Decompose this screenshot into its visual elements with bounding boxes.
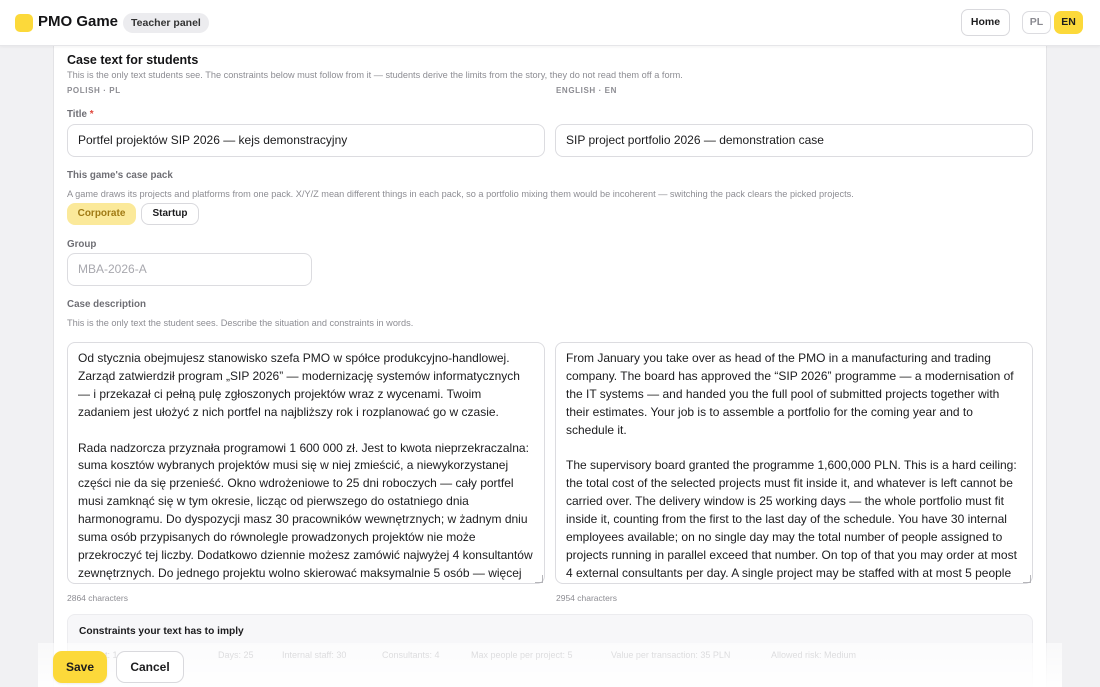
teacher-panel-badge: Teacher panel xyxy=(123,13,209,33)
top-bar xyxy=(0,0,1100,46)
case-description-label: Case description xyxy=(67,299,146,310)
resize-handle-icon[interactable] xyxy=(535,575,543,583)
group-input[interactable]: MBA-2026-A xyxy=(67,253,312,286)
logo-icon xyxy=(15,14,33,32)
case-text-hint: This is the only text students see. The constraints below must follow from it — students derive the limits from the story, they do not read them off a form. xyxy=(67,70,683,80)
group-label: Group xyxy=(67,239,97,250)
description-textarea-en[interactable]: From January you take over as head of the PMO in a manufacturing and trading company. The board has approved the “SIP 2026” programme — a modernisation of the IT systems — and handed you the full pool of submitted projects together with their estimates. Your job is to assemble a portfolio for the coming year and to schedule it. The supervisory board granted the programme 1,600,000 PLN. This is a hard ceiling: the total cost of the selected projects must fit inside it, and whatever is left cannot be carried over. The delivery window is 25 working days — the whole portfolio must fit inside it, counting from the first to the last day of the schedule. You have 30 internal employees available; on no single day may the total number of people assigned to projects running in parallel exceed that number. On top of that you may order at most 4 external consultants per day. A single project may be staffed with at most 5 people xyxy=(555,342,1033,584)
column-label-pl: POLISH · PL xyxy=(67,86,121,95)
constraints-heading: Constraints your text has to imply xyxy=(79,626,244,637)
required-mark: * xyxy=(89,109,94,120)
app-name: PMO Game xyxy=(38,13,119,30)
action-bar xyxy=(38,643,1062,687)
language-en-button[interactable]: EN xyxy=(1054,11,1083,34)
case-pack-label: This game's case pack xyxy=(67,170,173,181)
home-button[interactable]: Home xyxy=(961,9,1010,36)
case-description-hint: This is the only text the student sees. Describe the situation and constraints in words. xyxy=(67,318,414,328)
cancel-button[interactable]: Cancel xyxy=(116,651,184,683)
case-pack-corporate-button[interactable]: Corporate xyxy=(67,203,136,225)
resize-handle-icon[interactable] xyxy=(1023,575,1031,583)
case-pack-hint: A game draws its projects and platforms from one pack. X/Y/Z mean different things in each pack, so a portfolio mixing them would be incoherent — switching the pack clears the picked projects. xyxy=(67,189,854,199)
title-input-pl[interactable]: Portfel projektów SIP 2026 — kejs demonstracyjny xyxy=(67,124,545,157)
case-text-heading: Case text for students xyxy=(67,53,199,67)
title-label-text: Title xyxy=(67,109,87,120)
column-label-en: ENGLISH · EN xyxy=(556,86,617,95)
title-label xyxy=(67,109,94,120)
title-input-en[interactable]: SIP project portfolio 2026 — demonstration case xyxy=(555,124,1033,157)
case-pack-startup-button[interactable]: Startup xyxy=(141,203,199,225)
description-textarea-pl[interactable]: Od stycznia obejmujesz stanowisko szefa PMO w spółce produkcyjno-handlowej. Zarząd zatwierdził program „SIP 2026” — modernizację systemów informatycznych — i przekazał ci pełną pulę zgłoszonych projektów wraz z wycenami. Twoim zadaniem jest ułożyć z nich portfel na najbliższy rok i rozplanować go w czasie. Rada nadzorcza przyznała programowi 1 600 000 zł. Jest to kwota nieprzekraczalna: suma kosztów wybranych projektów musi się w niej zmieścić, a niewykorzystanej części nie da się przenieść. Okno wdrożeniowe to 25 dni roboczych — cały portfel musi zamknąć się w tym okresie, licząc od pierwszego do ostatniego dnia harmonogramu. Do dyspozycji masz 30 pracowników wewnętrznych; w żadnym dniu suma osób przypisanych do równolegle prowadzonych projektów nie może przekroczyć tej liczby. Dodatkowo dziennie możesz zamówić najwyżej 4 konsultantów zewnętrznych. Do jednego projektu wolno skierować maksymalnie 5 osób — więcej xyxy=(67,342,545,584)
character-count-en: 2954 characters xyxy=(556,593,617,603)
character-count-pl: 2864 characters xyxy=(67,593,128,603)
save-button[interactable]: Save xyxy=(53,651,107,683)
language-pl-button[interactable]: PL xyxy=(1022,11,1051,34)
